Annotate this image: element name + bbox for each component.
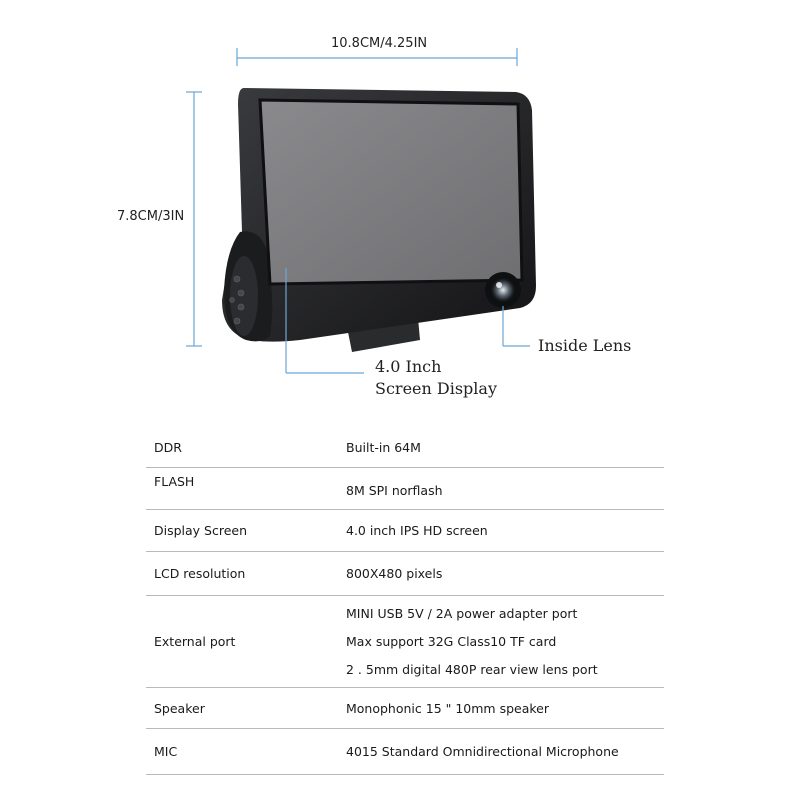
screen-display [260, 100, 522, 284]
spec-label: FLASH [154, 474, 195, 489]
spec-row-flash [146, 468, 664, 510]
inside-lens [485, 272, 521, 308]
spec-label: Speaker [154, 700, 205, 716]
spec-label: External port [154, 634, 236, 649]
screen-callout-line2: Screen Display [375, 379, 497, 398]
width-dimension-label: 10.8CM/4.25IN [331, 36, 428, 51]
spec-row-ddr [146, 428, 664, 468]
spec-value: 8M SPI norflash [346, 483, 443, 498]
lens-callout-leader [503, 306, 530, 346]
height-dimension-label: 7.8CM/3IN [117, 209, 185, 224]
spec-row-external-port [146, 596, 664, 688]
spec-row-display-screen [146, 510, 664, 552]
spec-value: Monophonic 15 " 10mm speaker [346, 700, 550, 716]
spec-table [146, 428, 664, 775]
spec-row-mic [146, 729, 664, 775]
screen-callout [375, 356, 497, 400]
screen-callout-line1: 4.0 Inch [375, 357, 442, 376]
spec-row-lcd-resolution [146, 552, 664, 596]
spec-value: 4015 Standard Omnidirectional Microphone [346, 744, 619, 759]
spec-label: Display Screen [154, 523, 248, 538]
spec-value-line: Max support 32G Class10 TF card [346, 633, 557, 649]
spec-value: 800X480 pixels [346, 566, 443, 581]
lens-callout: Inside Lens [538, 336, 632, 355]
spec-row-speaker [146, 688, 664, 729]
height-dimension [186, 92, 202, 346]
spec-label: MIC [154, 744, 178, 759]
spec-label: DDR [154, 440, 182, 455]
spec-value-list [346, 600, 664, 684]
spec-value-line: 2 . 5mm digital 480P rear view lens port [346, 661, 598, 677]
spec-value-line: MINI USB 5V / 2A power adapter port [346, 605, 578, 621]
spec-value: 4.0 inch IPS HD screen [346, 523, 488, 538]
spec-value: Built-in 64M [346, 440, 421, 455]
spec-label: LCD resolution [154, 566, 246, 581]
